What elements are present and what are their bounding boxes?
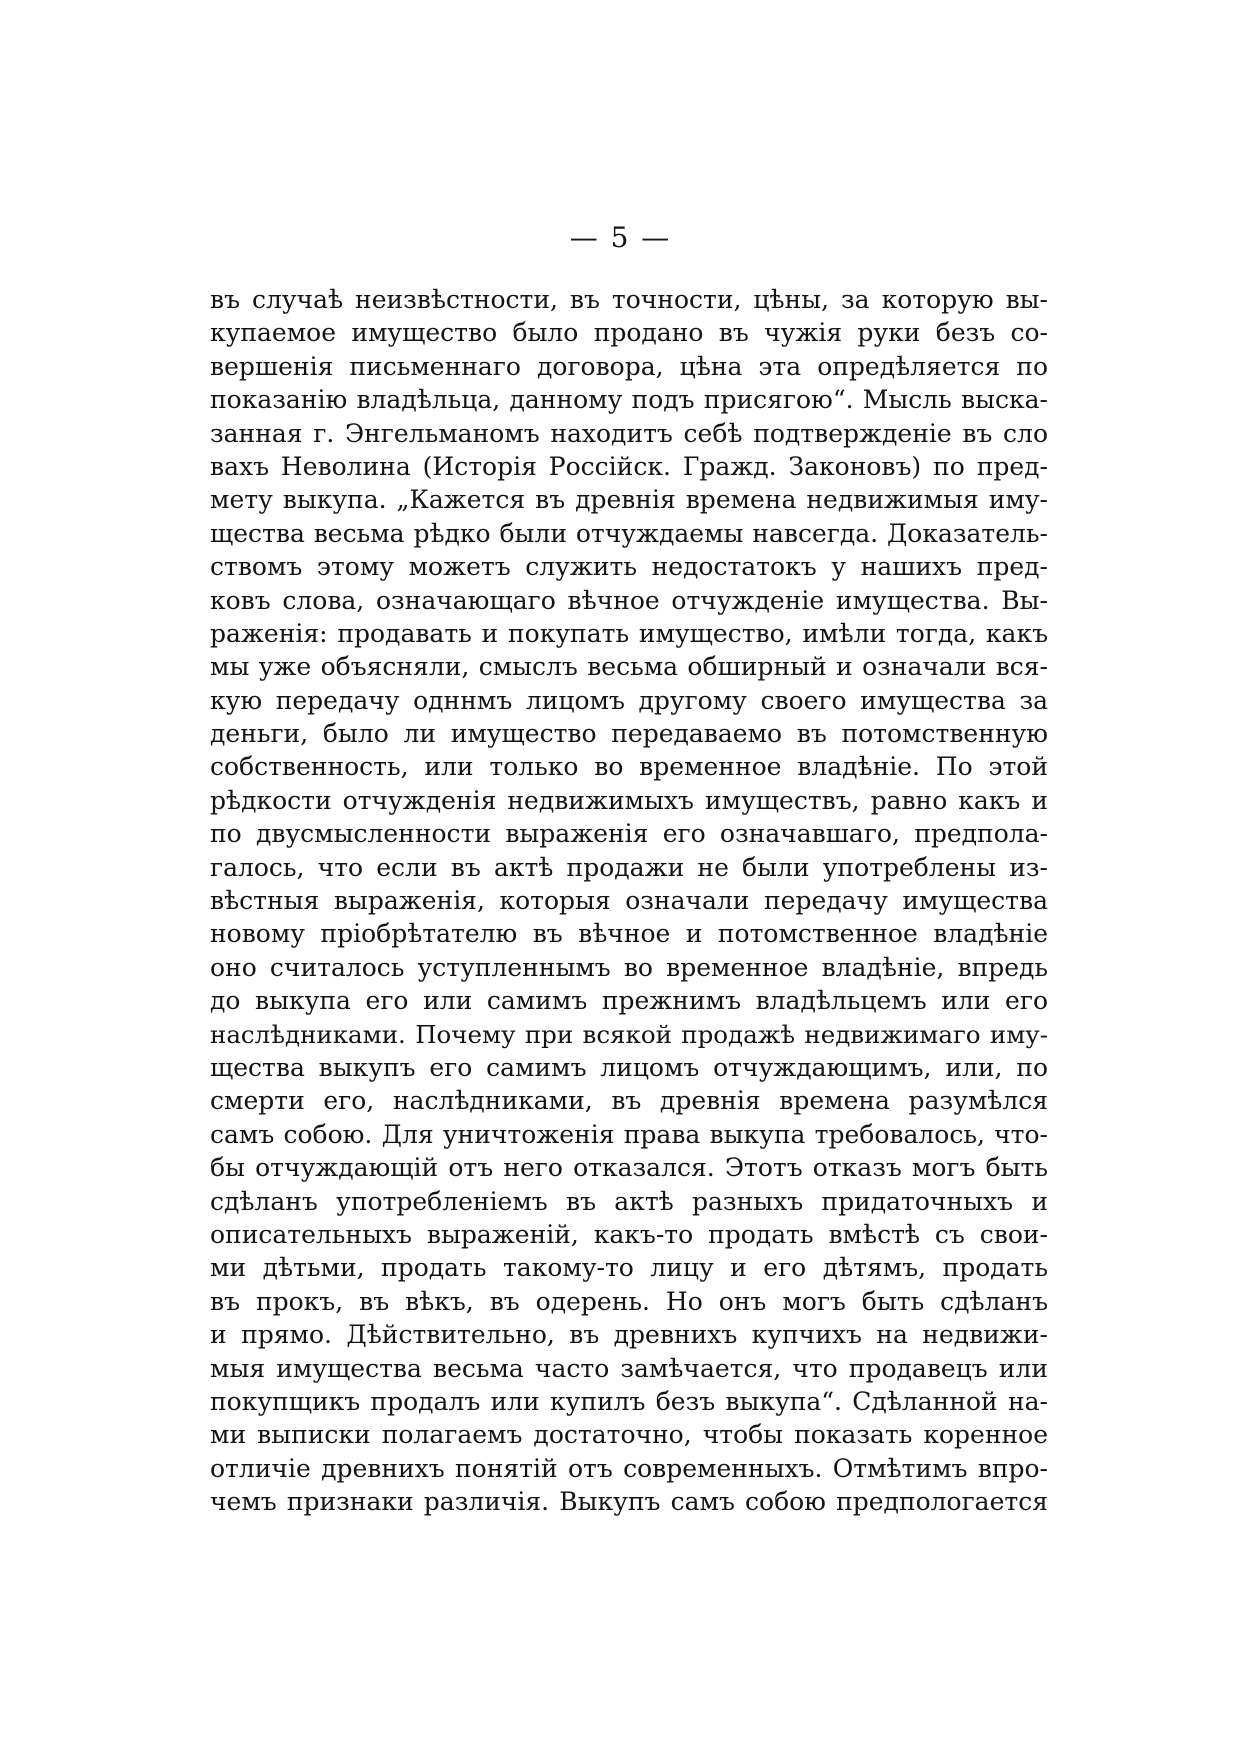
text-line: новому пріобрѣтателю въ вѣчное и потомственное владѣніе [210, 919, 1048, 949]
text-line: смерти его, наслѣдниками, въ древнія времена разумѣлся [210, 1086, 1048, 1116]
text-line: мы уже объясняли, смыслъ весьма обширный и означали вся- [210, 652, 1048, 682]
text-line: деньги, было ли имущество передаваемо въ потомственную [210, 719, 1048, 749]
text-line: оно считалось уступленнымъ во временное владѣніе, впредь [210, 952, 1048, 982]
text-line: рѣдкости отчужденія недвижимыхъ имуществъ, равно какъ и [210, 785, 1048, 815]
text-line: покупщикъ продалъ или купилъ безъ выкупа“. Сдѣланной на- [210, 1386, 1048, 1416]
text-line: сдѣланъ употребленіемъ въ актѣ разныхъ придаточныхъ и [210, 1186, 1048, 1216]
text-line: чемъ признаки различія. Выкупъ самъ собою предпологается [210, 1487, 1048, 1517]
text-line: вѣстныя выраженія, которыя означали передачу имущества [210, 886, 1048, 916]
text-line: ствомъ этому можетъ служить недостатокъ у нашихъ пред- [210, 552, 1048, 582]
text-line: галось, что если въ актѣ продажи не были употреблены из- [210, 852, 1048, 882]
text-line: въ прокъ, въ вѣкъ, въ одерень. Но онъ могъ быть сдѣланъ [210, 1286, 1048, 1316]
text-line: наслѣдниками. Почему при всякой продажѣ недвижимаго иму- [210, 1019, 1048, 1049]
text-line: въ случаѣ неизвѣстности, въ точности, цѣны, за которую вы- [210, 285, 1048, 314]
text-line: бы отчуждающій отъ него отказался. Этотъ отказъ могъ быть [210, 1153, 1048, 1183]
text-line: раженія: продавать и покупать имущество, имѣли тогда, какъ [210, 618, 1048, 648]
text-line: самъ собою. Для уничтоженія права выкупа требовалось, что- [210, 1119, 1048, 1149]
text-line: описательныхъ выраженій, какъ-то продать вмѣстѣ съ свои- [210, 1219, 1048, 1249]
text-line: занная г. Энгельманомъ находитъ себѣ подтвержденіе въ сло [210, 418, 1048, 448]
body-text [210, 283, 1048, 1518]
text-line: до выкупа его или самимъ прежнимъ владѣльцемъ или его [210, 986, 1048, 1016]
text-line: вершенія письменнаго договора, цѣна эта опредѣляется по [210, 351, 1048, 381]
text-line: щества выкупъ его самимъ лицомъ отчуждающимъ, или, по [210, 1052, 1048, 1082]
text-line: по двусмысленности выраженія его означавшаго, предпола- [210, 819, 1048, 849]
text-line: кую передачу одннмъ лицомъ другому своего имущества за [210, 685, 1048, 715]
text-line: купаемое имущество было продано въ чужія руки безъ со- [210, 318, 1048, 348]
text-line: вахъ Неволина (Исторія Россійск. Гражд. Законовъ) по пред- [210, 451, 1048, 481]
text-line: ми выписки полагаемъ достаточно, чтобы показать коренное [210, 1420, 1048, 1450]
text-line: собственность, или только во временное владѣніе. По этой [210, 752, 1048, 782]
text-line: мету выкупа. „Кажется въ древнія времена недвижимыя иму- [210, 485, 1048, 515]
text-line: отличіе древнихъ понятій отъ современныхъ. Отмѣтимъ впро- [210, 1453, 1048, 1483]
text-line: мыя имущества весьма часто замѣчается, что продавецъ или [210, 1353, 1048, 1383]
page-number: — 5 — [569, 221, 672, 254]
text-line: ковъ слова, означающаго вѣчное отчужденіе имущества. Вы- [210, 585, 1048, 615]
text-line: и прямо. Дѣйствительно, въ древнихъ купчихъ на недвижи- [210, 1320, 1048, 1350]
text-line: щества весьма рѣдко были отчуждаемы навсегда. Доказатель- [210, 518, 1048, 548]
text-line: ми дѣтьми, продать такому-то лицу и его дѣтямъ, продать [210, 1253, 1048, 1283]
text-line: показанію владѣльца, данному подъ присягою“. Мысль выска- [210, 385, 1048, 415]
